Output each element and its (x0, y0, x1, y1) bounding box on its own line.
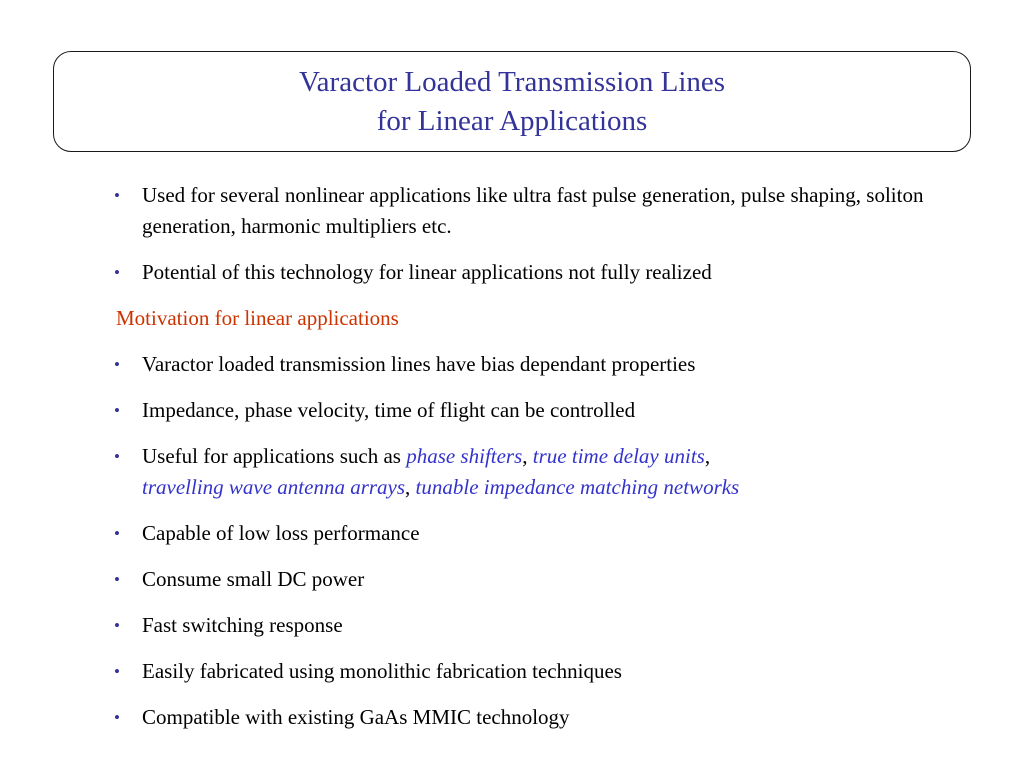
bullet-text: Fast switching response (142, 613, 343, 637)
bullet-item-applications (116, 441, 996, 503)
bullet-item-bias-dependant (116, 349, 996, 380)
bullet-icon: • (114, 447, 120, 466)
bullet-text: Consume small DC power (142, 567, 365, 591)
applications-prefix: Useful for applications such as (142, 444, 407, 468)
slide-title-box (53, 51, 971, 152)
bullet-item-low-loss (116, 518, 996, 549)
bullet-icon: • (114, 524, 120, 543)
slide-title-line-2: for Linear Applications (376, 104, 648, 137)
bullet-icon: • (114, 263, 120, 282)
bullet-item-dc-power (116, 564, 996, 595)
bullet-text: Capable of low loss performance (142, 521, 420, 545)
bullet-text: Used for several nonlinear applications like ultra fast pulse generation, pulse shaping, soliton generation, harmonic multipliers etc. (142, 183, 924, 238)
bullet-icon: • (114, 662, 120, 681)
bullet-item-fast-switching (116, 610, 996, 641)
slide-content (116, 180, 996, 748)
bullet-item-fabrication (116, 656, 996, 687)
slide-title-line-1: Varactor Loaded Transmission Lines (298, 65, 726, 98)
bullet-icon: • (114, 355, 120, 374)
bullet-item-controllable (116, 395, 996, 426)
section-heading-motivation: Motivation for linear applications (116, 306, 399, 330)
bullet-text: Impedance, phase velocity, time of flight can be controlled (142, 398, 636, 422)
bullet-icon: • (114, 570, 120, 589)
application-tunable-impedance-matching-networks: tunable impedance matching networks (415, 475, 740, 499)
application-phase-shifters: phase shifters (406, 444, 523, 468)
separator: , (522, 444, 533, 468)
bullet-icon: • (114, 186, 120, 205)
separator: , (405, 475, 416, 499)
bullet-text: Varactor loaded transmission lines have bias dependant properties (142, 352, 696, 376)
bullet-icon: • (114, 708, 120, 727)
bullet-item-mmic-compatible (116, 702, 996, 733)
bullet-text: Easily fabricated using monolithic fabrication techniques (142, 659, 622, 683)
bullet-icon: • (114, 616, 120, 635)
bullet-item-nonlinear-uses (116, 180, 996, 242)
bullet-text: Potential of this technology for linear applications not fully realized (142, 260, 712, 284)
application-travelling-wave-antenna-arrays: travelling wave antenna arrays (142, 475, 406, 499)
bullet-text: Compatible with existing GaAs MMIC technology (142, 705, 570, 729)
separator: , (704, 444, 711, 468)
application-true-time-delay-units: true time delay units (532, 444, 705, 468)
bullet-item-potential (116, 257, 996, 288)
bullet-icon: • (114, 401, 120, 420)
